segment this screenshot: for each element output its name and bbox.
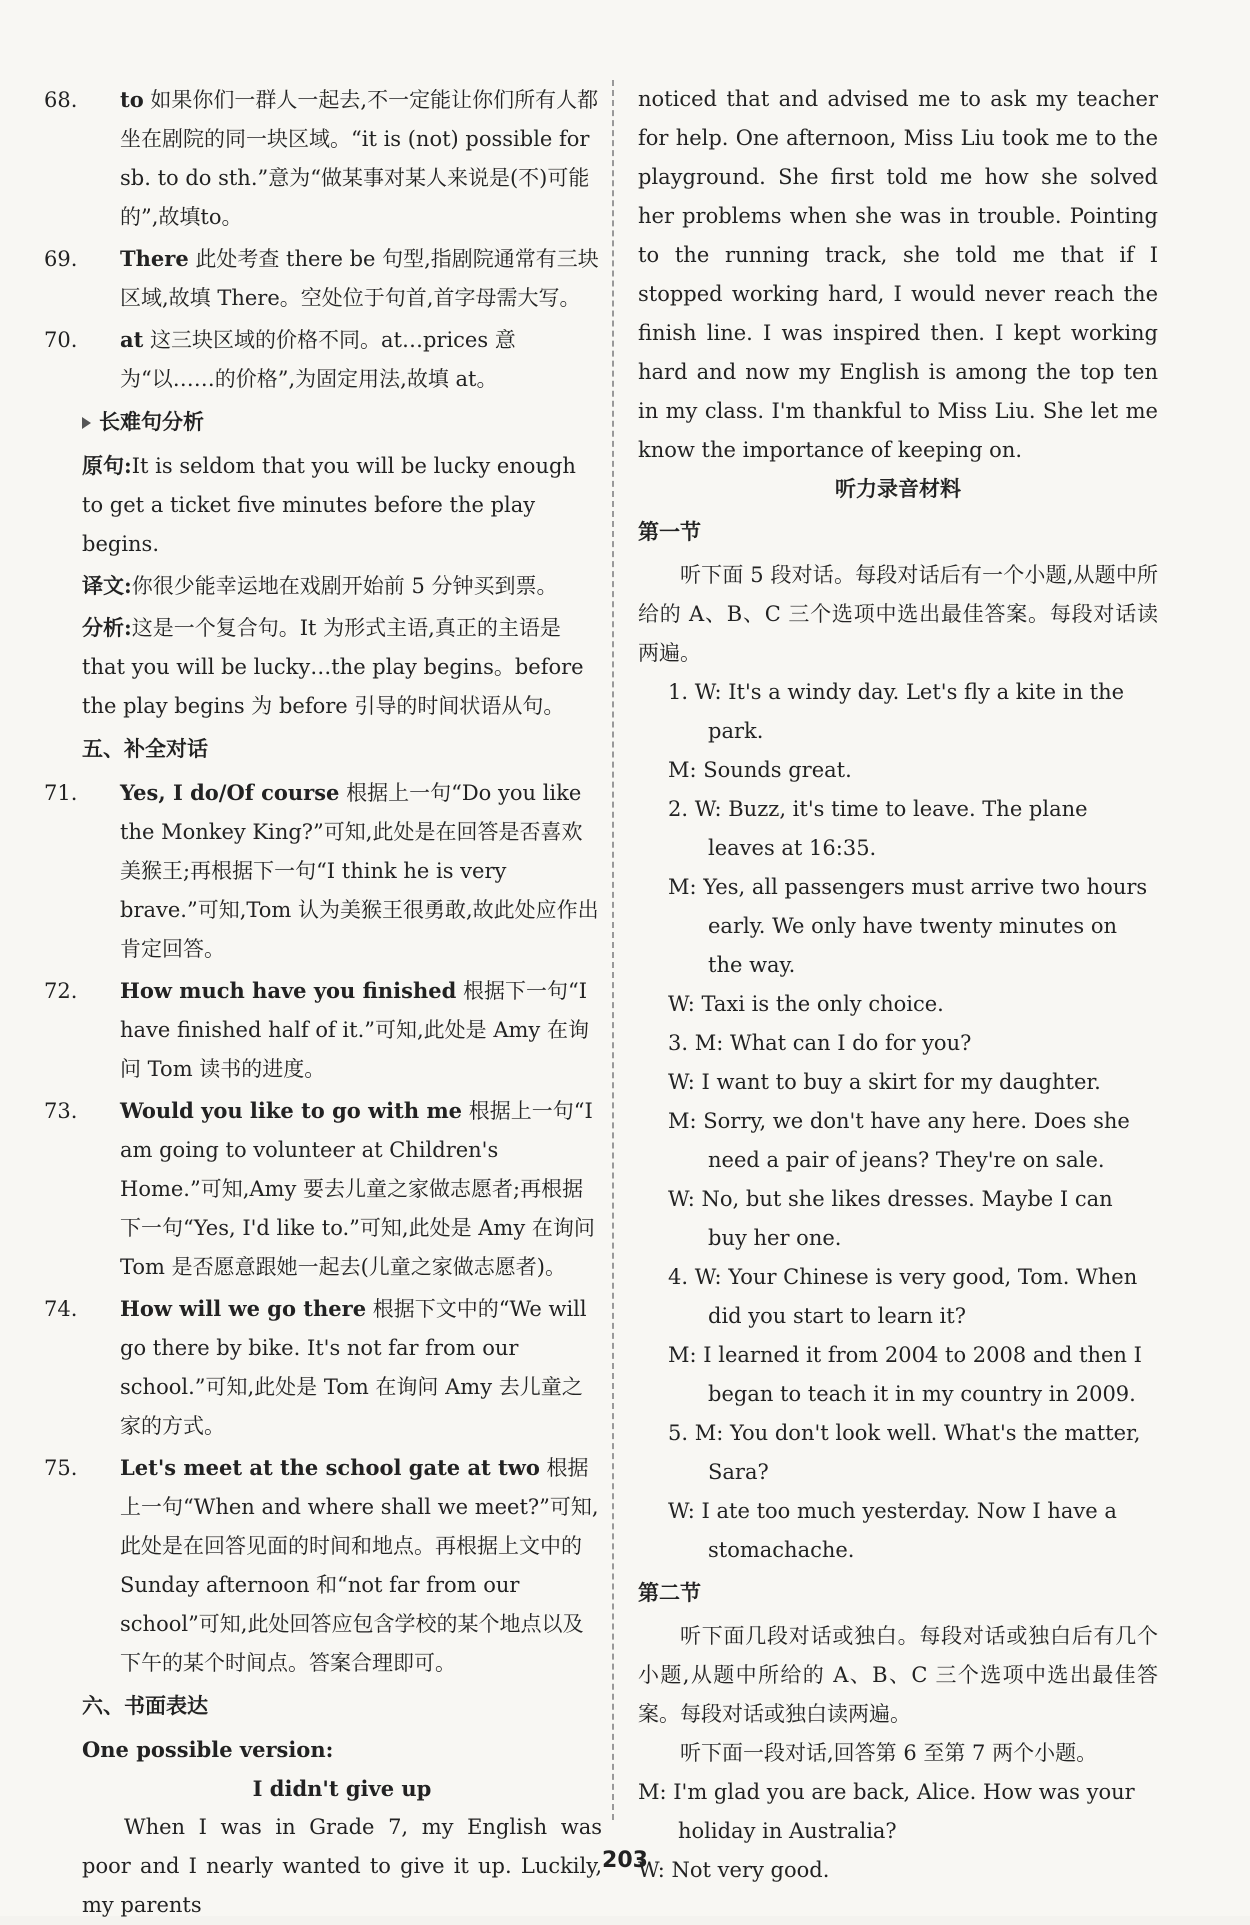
item-answer: Would you like to go with me (120, 1098, 463, 1123)
item-answer: How will we go there (120, 1296, 367, 1321)
dialog-number: 4. (668, 1265, 695, 1289)
part2-sub: 听下面一段对话,回答第 6 至第 7 两个小题。 (680, 1741, 1098, 1765)
dialog-line (638, 673, 1158, 751)
speaker: W: (668, 1187, 695, 1211)
speaker: W: (694, 1265, 722, 1289)
item-explanation: 这三块区域的价格不同。at…prices 意为“以……的价格”,为固定用法,故填 at。 (120, 328, 516, 391)
dialog-text: It's a windy day. Let's fly a kite in the park. (708, 680, 1125, 743)
dialog-text: Sounds great. (703, 758, 852, 782)
item-explanation: 根据下一句“I have finished half of it.”可知,此处是 Amy 在询问 Tom 读书的进度。 (120, 979, 589, 1081)
dialog-line (638, 1024, 1158, 1063)
triangle-icon (82, 417, 91, 429)
speaker: M: (694, 1031, 724, 1055)
item-answer: Let's meet at the school gate at two (120, 1455, 540, 1480)
speaker: M: (668, 758, 697, 782)
dialog-number: 2. (668, 797, 695, 821)
dialog-text: Sorry, we don't have any here. Does she need a pair of jeans? They're on sale. (703, 1109, 1130, 1172)
dialog-number: 3. (668, 1031, 695, 1055)
speaker: W: (694, 797, 722, 821)
dialog-text: I'm glad you are back, Alice. How was your holiday in Australia? (673, 1780, 1135, 1843)
dialog-line (638, 868, 1158, 985)
page-number: 203 (602, 1848, 648, 1873)
essay-paragraph-start: When I was in Grade 7, my English was poor and I nearly wanted to give it up. Luckily, my parents (82, 1815, 602, 1917)
speaker: M: (694, 1421, 724, 1445)
dialog-line (638, 1414, 1158, 1492)
essay-paragraph-cont: noticed that and advised me to ask my teacher for help. One afternoon, Miss Liu took me to the playground. She first told me how she solved her problems when she was in trouble. Pointing to the running track, she told me that if I stopped working hard, I would never reach the finish line. I was inspired then. I kept working hard and now my English is among the top ten in my class. I'm thankful to Miss Liu. She let me know the importance of keeping on. (638, 87, 1158, 462)
item-explanation: 根据上一句“I am going to volunteer at Children's Home.”可知,Amy 要去儿童之家做志愿者;再根据下一句“Yes, I'd like to.”可知,此处是 Amy 在询问 Tom 是否愿意跟她一起去(儿童之家做志愿者)。 (120, 1099, 595, 1279)
dialog-line (638, 1063, 1158, 1102)
answer-item (44, 80, 602, 237)
dialog-text: Yes, all passengers must arrive two hours early. We only have twenty minutes on the way. (703, 875, 1148, 977)
dialog-line (638, 1102, 1158, 1180)
part2-instructions: 听下面几段对话或独白。每段对话或独白后有几个小题,从题中所给的 A、B、C 三个选项中选出最佳答案。每段对话或独白读两遍。 (638, 1624, 1158, 1726)
item-explanation: 根据上一句“When and where shall we meet?”可知,此处是在回答见面的时间和地点。再根据上文中的 Sunday afternoon 和“not far from our school”可知,此处回答应包含学校的某个地点以及下午的某个时间点。答案合理即可。 (120, 1456, 599, 1675)
dialog-line (638, 790, 1158, 868)
dialog-text: I ate too much yesterday. Now I have a stomachache. (701, 1499, 1117, 1562)
item-explanation: 根据下文中的“We will go there by bike. It's not far from our school.”可知,此处是 Tom 在询问 Amy 去儿童之家的方式。 (120, 1297, 587, 1438)
item-number: 70. (44, 328, 78, 352)
answer-item (44, 1289, 602, 1446)
section-six-title: 六、书面表达 (82, 1694, 208, 1718)
dialog-text: Taxi is the only choice. (701, 992, 944, 1016)
speaker: W: (694, 680, 722, 704)
dialog-text: I want to buy a skirt for my daughter. (701, 1070, 1101, 1094)
dialog-text: I learned it from 2004 to 2008 and then I began to teach it in my country in 2009. (703, 1343, 1142, 1406)
answer-item (44, 239, 602, 318)
analysis: 分析:这是一个复合句。It 为形式主语,真正的主语是 that you will be lucky…the play begins。before the play begins 为 before 引导的时间状语从句。 (82, 615, 584, 718)
version-label: One possible version: (82, 1737, 334, 1762)
column-divider (612, 80, 614, 1820)
answer-item (44, 1091, 602, 1287)
dialog-number: 5. (668, 1421, 695, 1445)
dialog-line (638, 1773, 1158, 1851)
answer-item (44, 971, 602, 1089)
speaker: W: (668, 1499, 695, 1523)
original-sentence: 原句:It is seldom that you will be lucky enough to get a ticket five minutes before the play begins. (82, 453, 576, 556)
analysis-heading: 长难句分析 (82, 403, 602, 442)
item-answer: How much have you finished (120, 978, 457, 1003)
speaker: W: (668, 1070, 695, 1094)
item-number: 69. (44, 247, 78, 271)
item-answer: at (120, 327, 144, 352)
item-number: 74. (44, 1297, 78, 1321)
item-number: 72. (44, 979, 78, 1003)
left-column (44, 80, 602, 1925)
item-number: 71. (44, 781, 78, 805)
answer-item (44, 320, 602, 399)
dialog-line (638, 751, 1158, 790)
dialog-number: 1. (668, 680, 695, 704)
dialog-line (638, 1492, 1158, 1570)
dialog-text: Not very good. (671, 1858, 830, 1882)
dialog-text: No, but she likes dresses. Maybe I can buy her one. (701, 1187, 1113, 1250)
part1-title: 第一节 (638, 520, 701, 544)
answer-item (44, 1448, 602, 1683)
part1-instructions: 听下面 5 段对话。每段对话后有一个小题,从题中所给的 A、B、C 三个选项中选出最佳答案。每段对话读两遍。 (638, 563, 1158, 665)
item-answer: Yes, I do/Of course (120, 780, 340, 805)
dialog-line (638, 985, 1158, 1024)
dialog-text: Your Chinese is very good, Tom. When did you start to learn it? (708, 1265, 1138, 1328)
item-explanation: 如果你们一群人一起去,不一定能让你们所有人都坐在剧院的同一块区域。“it is (not) possible for sb. to do sth.”意为“做某事对某人来说是(不)可能的”,故填to。 (120, 88, 599, 229)
speaker: M: (668, 1109, 697, 1133)
speaker: M: (668, 875, 697, 899)
dialog-line (638, 1336, 1158, 1414)
speaker: M: (668, 1343, 697, 1367)
item-explanation: 根据上一句“Do you like the Monkey King?”可知,此处是在回答是否喜欢美猴王;再根据下一句“I think he is very brave.”可知,Tom 认为美猴王很勇敢,故此处应作出肯定回答。 (120, 781, 599, 961)
speaker: W: (638, 1858, 665, 1882)
item-number: 75. (44, 1456, 78, 1480)
translation: 译文:你很少能幸运地在戏剧开始前 5 分钟买到票。 (82, 573, 558, 598)
dialog-text: You don't look well. What's the matter, Sara? (708, 1421, 1141, 1484)
speaker: W: (668, 992, 695, 1016)
speaker: M: (638, 1780, 667, 1804)
essay-title: I didn't give up (252, 1776, 432, 1801)
dialog-text: Buzz, it's time to leave. The plane leaves at 16:35. (708, 797, 1088, 860)
item-answer: to (120, 87, 144, 112)
item-answer: There (120, 246, 189, 271)
dialog-line (638, 1180, 1158, 1258)
dialog-text: What can I do for you? (729, 1031, 972, 1055)
item-number: 73. (44, 1099, 78, 1123)
answer-item (44, 773, 602, 969)
right-column (638, 80, 1158, 1890)
dialog-line (638, 1258, 1158, 1336)
item-number: 68. (44, 88, 78, 112)
listening-title: 听力录音材料 (835, 477, 961, 501)
section-five-title: 五、补全对话 (82, 737, 208, 761)
item-explanation: 此处考查 there be 句型,指剧院通常有三块区域,故填 There。空处位于句首,首字母需大写。 (120, 247, 599, 310)
part2-title: 第二节 (638, 1581, 701, 1605)
